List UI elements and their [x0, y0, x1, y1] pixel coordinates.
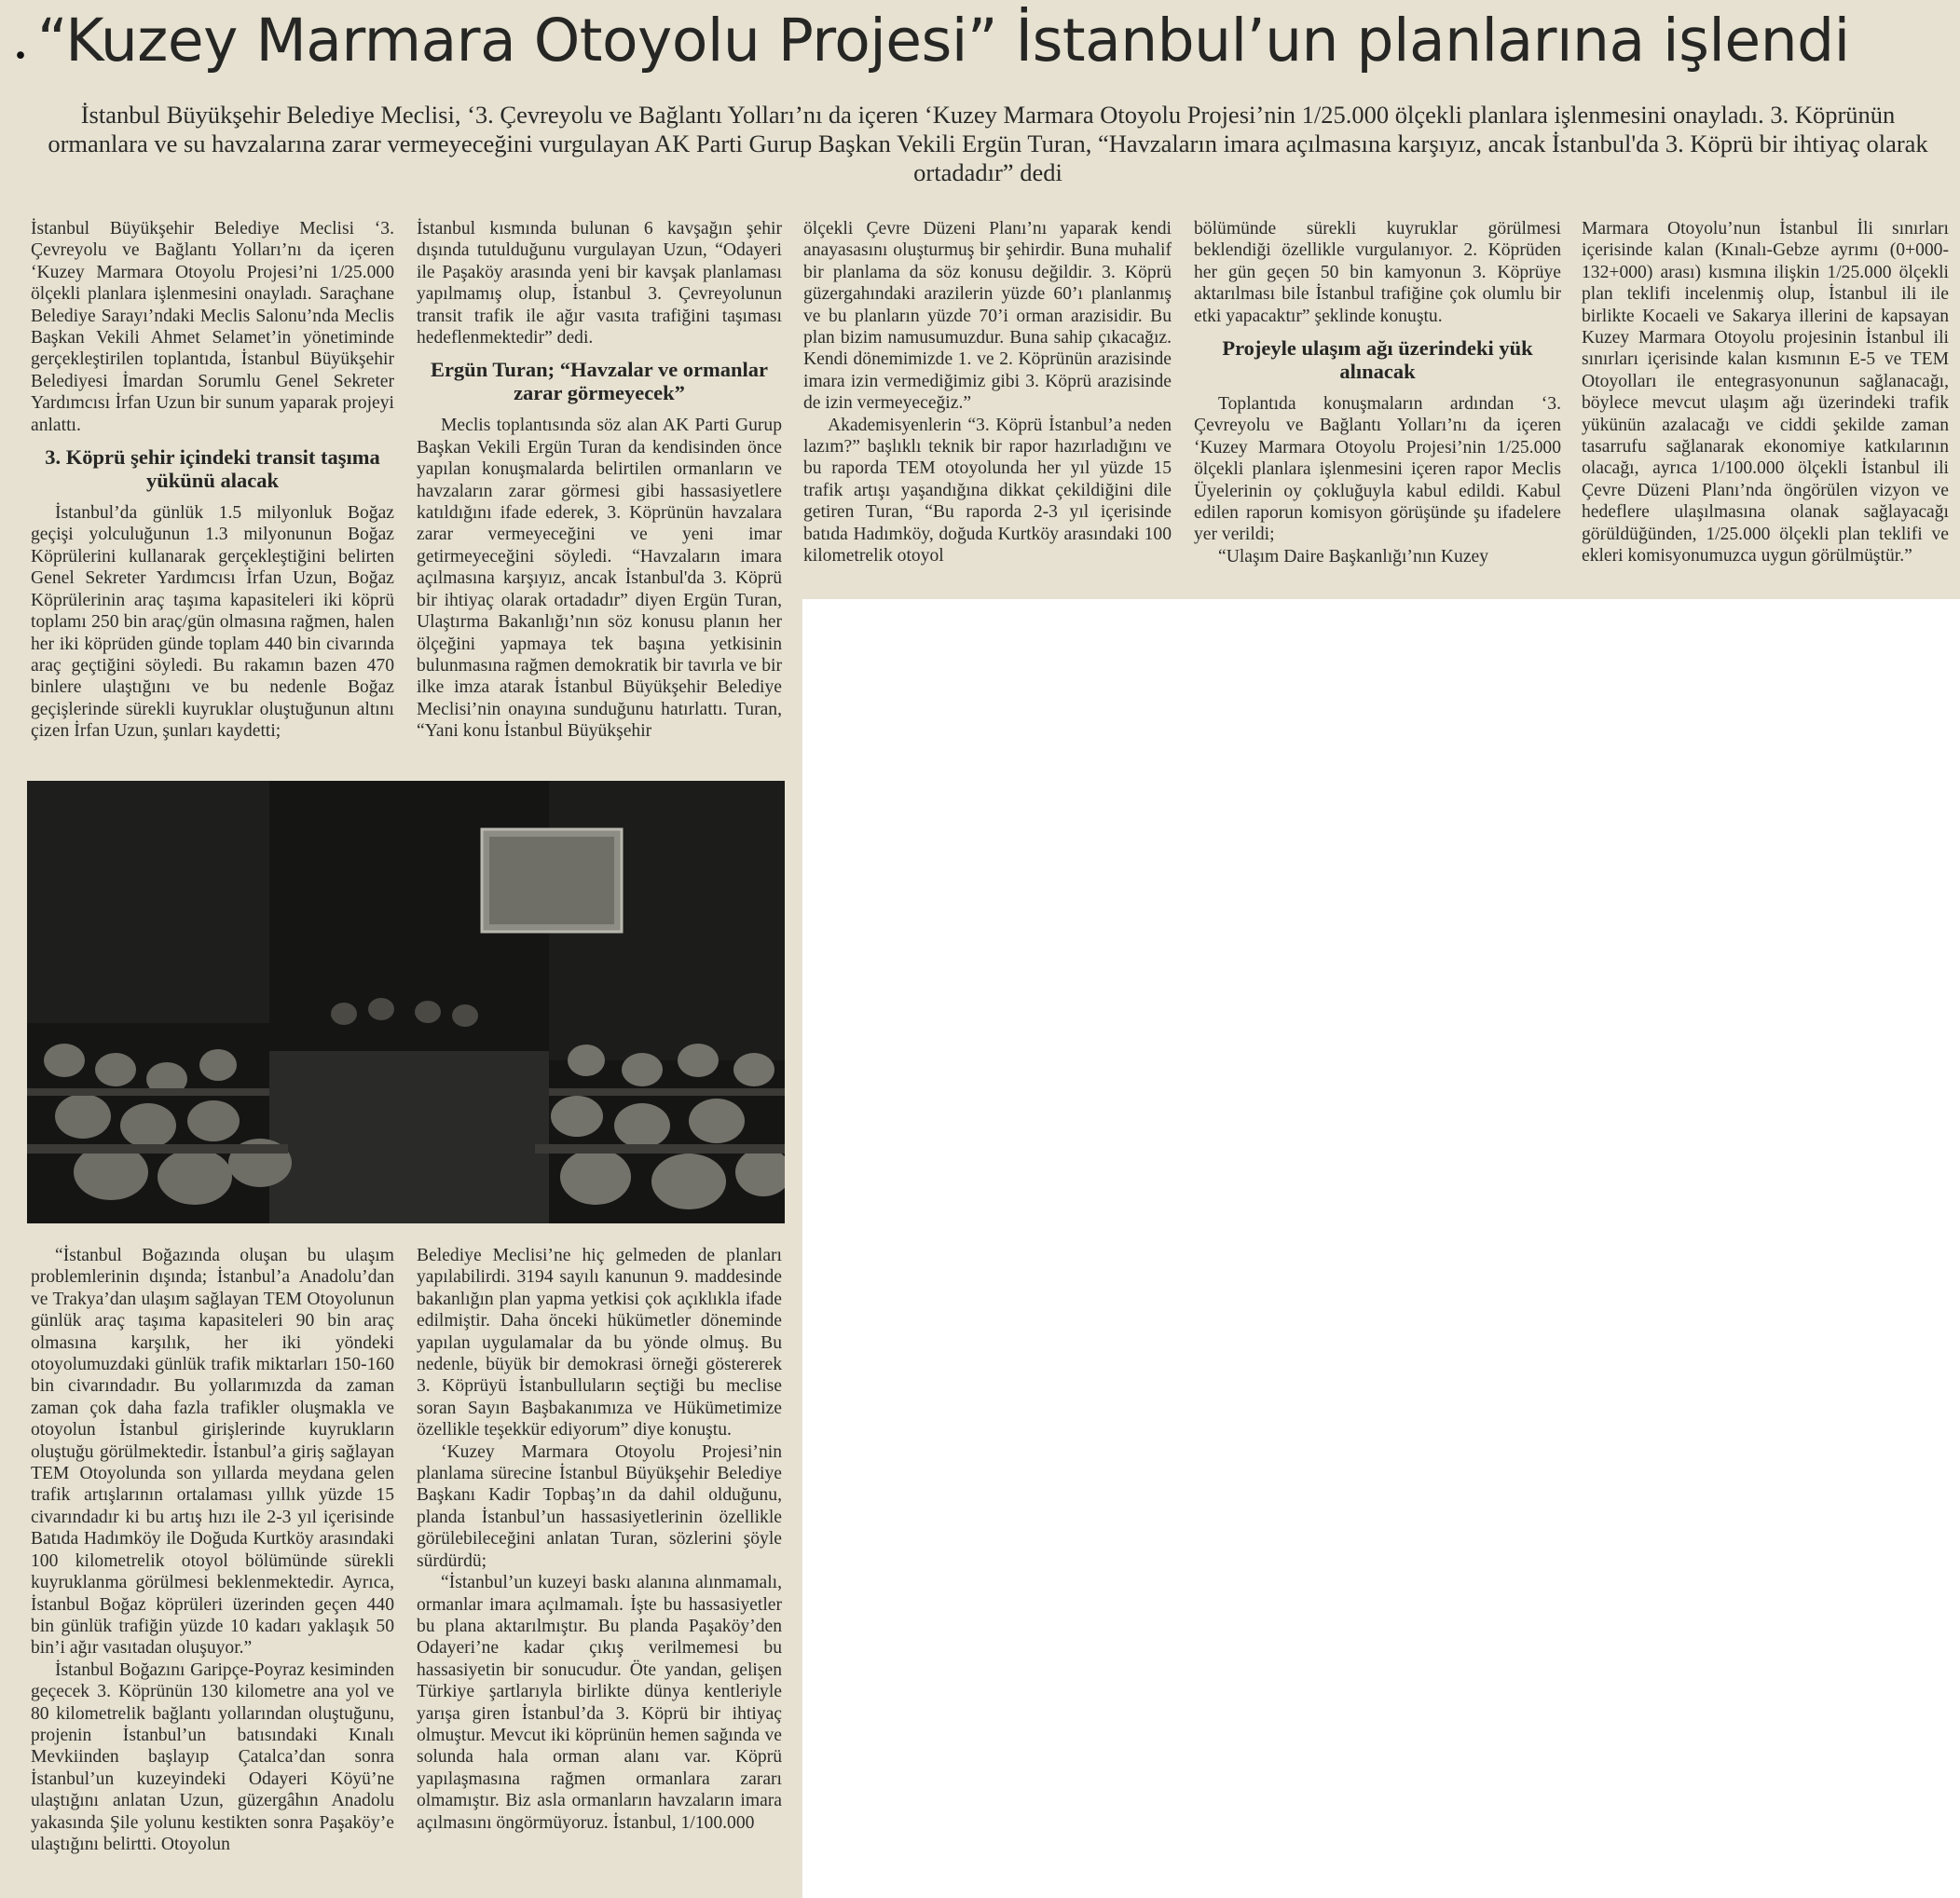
paragraph: İstanbul Büyükşehir Belediye Meclisi ‘3. Çevreyolu ve Bağlantı Yolları’nı da içeren ‘Kuzey Marmara Otoyolu Projesi’ni 1/25.000 ölçekli planlara işlenmesini onayladı. Saraçhane Belediye Sarayı’ndaki Meclis Salonu’nda Meclis Başkan Vekili Ahmet Selamet’in yönetiminde gerçekleştirilen toplantıda, İstanbul Büyükşehir Belediyesi İmardan Sorumlu Genel Sekreter Yardımcısı İrfan Uzun bir sunum yaparak projeyi anlattı.: [31, 219, 394, 435]
column-7: [417, 1245, 782, 1834]
edge-mark: ·: [13, 31, 29, 80]
paragraph: Marmara Otoyolu’nun İstanbul İli sınırları içerisinde kalan (Kınalı-Gebze ayrımı (0+000-132+000) arası) kısmına ilişkin 1/25.000 ölçekli plan teklifi incelenmiş olup, İstanbul ili ile birlikte Kocaeli ve Sakarya illerini de kapsayan Kuzey Marmara Otoyolu projesinin İstanbul ili sınırları içerisinde kalan kısmının E-5 ve TEM Otoyolları ile entegrasyonunun sağlanacağı, böylece mevcut ulaşım ağı üzerindeki trafik yükünün azalacağı ve ciddi şekilde zaman tasarrufu sağlanarak ekonomiye katkılarının olacağı, ayrıca 1/100.000 ölçekli İstanbul ili Çevre Düzeni Planı’nda öngörülen vizyon ve hedeflere ulaşılmasına olanak sağlayacağı görüldüğünden, 1/25.000 ölçekli plan teklifi ve ekleri komisyonumuzca uygun görülmüştür.”: [1582, 219, 1949, 567]
paragraph: ölçekli Çevre Düzeni Planı’nı yaparak kendi anayasasını oluşturmuş bir şehirdir. Buna muhalif bir planlama da söz konusu değildir. 3. Köprü güzergahındaki arazilerin yüzde 60’ı planlanmış ve bu planların yüzde 70’i orman arazisidir. Bu plan bizim namusumuzdur. Buna sahip çıkacağız. Kendi dönemimizde 1. ve 2. Köprünün arazisinde imara izin vermediğimiz gibi 3. Köprü arazisinde de izin vermeyeceğiz.”: [803, 219, 1172, 414]
paragraph: “İstanbul Boğazında oluşan bu ulaşım problemlerinin dışında; İstanbul’a Anadolu’dan ve Trakya’dan ulaşım sağlayan TEM Otoyolunun günlük araç taşıma kapasiteleri 90 bin araç olmasına karşılık, her iki yöndeki otoyolumuzdaki günlük trafik miktarları 150-160 bin civarındadır. Bu yollarımızda da zaman zaman çok daha fazla trafikler oluşmakla ve otoyolun İstanbul girişlerinde kuyrukların oluştuğu görülmektedir. İstanbul’a giriş sağlayan TEM Otoyolunda son yıllarda meydana gelen trafik artışlarının ortalaması yıllık yüzde 15 civarındadır ki bu artış hızı ile 2-3 yıl içerisinde Batıda Hadımköy ile Doğuda Kurtköy arasındaki 100 kilometrelik otoyol bölümünde sürekli kuyruklanma görülmesi beklenmektedir. Ayrıca, İstanbul Boğaz köprüleri üzerinden geçen 440 bin günlük trafiğin yüzde 10 kadarı yaklaşık 50 bin’i ağır vasıtadan oluşuyor.”: [31, 1246, 394, 1659]
photo-illustration: [27, 781, 785, 1223]
subheading: Projeyle ulaşım ağı üzerindeki yük alınacak: [1222, 336, 1533, 384]
column-4: [1194, 218, 1561, 567]
paragraph: Toplantıda konuşmaların ardından ‘3. Çevreyolu ve Bağlantı Yolları’nı da içeren ‘Kuzey Marmara Otoyolu Projesi’nin 1/25.000 ölçekli planlara işlenmesini içeren rapor Meclis Üyelerinin oy çokluğuyla kabul edildi. Kabul edilen raporun komisyon görüşünde şu ifadelere yer verildi;: [1194, 394, 1561, 545]
column-3: [803, 218, 1172, 567]
meeting-hall-photo: [27, 781, 785, 1223]
wall-left: [27, 781, 269, 1023]
subheading: Ergün Turan; “Havzalar ve ormanlar zarar görmeyecek”: [430, 358, 769, 405]
paragraph: Akademisyenlerin “3. Köprü İstanbul’a neden lazım?” başlıklı teknik bir rapor hazırladığını ve bu raporda TEM otoyolunda her yıl yüzde 15 trafik artışı yaşandığına dikkat çekildiğini dile getiren Turan, “Bu raporda 2-3 yıl içerisinde batıda Hadımköy, doğuda Kurtköy arasındaki 100 kilometrelik otoyol: [803, 415, 1172, 567]
paragraph: bölümünde sürekli kuyruklar görülmesi beklendiği özellikle vurgulanıyor. 2. Köprüden her gün geçen 50 bin kamyonun 3. Köprüye aktarılması bile İstanbul trafiğine çok olumlu bir etki yapacaktır” şeklinde konuştu.: [1194, 219, 1561, 326]
paragraph: İstanbul Boğazını Garipçe-Poyraz kesiminden geçecek 3. Köprünün 130 kilometre ana yol ve 80 kilometrelik bağlantı yollarından oluştuğunu, projenin İstanbul’un batısındaki Kınalı Mevkiinden başlayıp Çatalca’dan sonra İstanbul’un kuzeyindeki Odayeri Köyü’ne ulaştığını anlatan Uzun, güzergâhın Anadolu yakasında Şile yolunu kestikten sonra Paşaköy’e ulaştığını belirtti. Otoyolun: [31, 1659, 394, 1854]
paragraph: İstanbul kısmında bulunan 6 kavşağın şehir dışında tutulduğunu vurgulayan Uzun, “Odayeri ile Paşaköy arasında yeni bir kavşak planlaması yapılmamış olup, İstanbul 3. Çevreyolunun transit trafik ile ağır vasıta trafiğini taşıması hedeflenmektedir” dedi.: [417, 219, 782, 348]
paragraph: ‘Kuzey Marmara Otoyolu Projesi’nin planlama sürecine İstanbul Büyükşehir Belediye Başkanı Kadir Topbaş’ın da dahil olduğunu, planda İstanbul’un hassasiyetlerinin özellikle görülebileceğini anlatan Turan, sözlerini şöyle sürdürdü;: [417, 1441, 782, 1571]
projected-map: [489, 837, 614, 924]
column-2: [417, 218, 782, 743]
lead-paragraph: İstanbul Büyükşehir Belediye Meclisi, ‘3. Çevreyolu ve Bağlantı Yolları’nı da içeren ‘Kuzey Marmara Otoyolu Projesi’nin 1/25.000 ölçekli planlara işlenmesini onayladı. 3. Köprünün ormanlara ve su havzalarına zarar vermeyeceğini vurgulayan AK Parti Gurup Başkan Vekili Ergün Turan, “Havzaların imara açılmasına karşıyız, ancak İstanbul'da 3. Köprü bir ihtiyaç olarak ortadadır” dedi: [48, 101, 1928, 186]
paragraph: Meclis toplantısında söz alan AK Parti Gurup Başkan Vekili Ergün Turan da kendisinden önce yapılan konuşmalarda belirtilen ormanların ve havzaların zarar görmesi gibi hassasiyetlere katıldığını ifade ederek, 3. Köprünün havzalara zarar vermeyeceğini ve yeni imar getirmeyeceğini söyledi. “Havzaların imara açılmasına karşıyız, ancak İstanbul'da 3. Köprü bir ihtiyaç olarak ortadadır” diyen Ergün Turan, Ulaştırma Bakanlığı’nın söz konusu planın her ölçeğini yapmaya tek başına yetkisinin bulunmasına rağmen demokratik bir tavırla ve bir ilke imza atarak İstanbul Büyükşehir Belediye Meclisi’nin onayına sunduğunu hatırlattı. Turan, “Yani konu İstanbul Büyükşehir: [417, 416, 782, 742]
column-5: [1582, 218, 1949, 567]
headline: “Kuzey Marmara Otoyolu Projesi” İstanbul’un planlarına işlendi: [37, 7, 1850, 75]
paragraph: Belediye Meclisi’ne hiç gelmeden de planları yapılabilirdi. 3194 sayılı kanunun 9. maddesinde bakanlığın plan yapma yetkisi çok açıklıkla ifade edilmiştir. Daha önceki hükümetler döneminde yapılan uygulamalar da bu yönde olmuş. Bu nedenle, büyük bir demokrasi örneği göstererek 3. Köprüyü İstanbulluların seçtiği bu meclise soran Sayın Başbakanımıza ve Hükümetimize özellikle teşekkür ediyorum” diye konuştu.: [417, 1246, 782, 1441]
paragraph: “Ulaşım Daire Başkanlığı’nın Kuzey: [1218, 546, 1489, 567]
column-6: [31, 1245, 394, 1855]
subheading: 3. Köprü şehir içindeki transit taşıma yükünü alacak: [45, 445, 380, 493]
paragraph: “İstanbul’un kuzeyi baskı alanına alınmamalı, ormanlar imara açılmamalı. İşte bu hassasiyetler bu plana aktarılmıştır. Bu planda Paşaköy’den Odayeri’ne kadar çıkış verilmemesi bu hassasiyetin bir sonucudur. Öte yandan, gelişen Türkiye şartlarıyla birlikte dünya kentleriyle yarışa giren İstanbul’da 3. Köprü bir ihtiyaç olmuştur. Mevcut iki köprünün hemen sağında ve solunda hala orman alanı var. Köprü yapılaşmasına rağmen ormanlara zararı olmamıştır. Biz asla ormanların havzaların imara açılmasını öngörmüyoruz. İstanbul, 1/100.000: [417, 1573, 782, 1833]
center-aisle: [269, 1051, 549, 1223]
column-1: [31, 218, 394, 743]
paragraph: İstanbul’da günlük 1.5 milyonluk Boğaz geçişi yolculuğunun 1.3 milyonunun Boğaz Köprülerini kullanarak gerçekleştiğini belirten Genel Sekreter Yardımcısı İrfan Uzun, Boğaz Köprülerinin araç taşıma kapasiteleri iki köprü toplamı 250 bin araç/gün olmasına rağmen, halen her iki köprüden günde toplam 440 bin civarında araç geçtiğini söyledi. Bu rakamın bazen 470 binlere ulaştığını ve bu nedenle Boğaz geçişlerinde sürekli kuyruklar oluştuğunun altını çizen İrfan Uzun, şunları kaydetti;: [31, 503, 394, 742]
